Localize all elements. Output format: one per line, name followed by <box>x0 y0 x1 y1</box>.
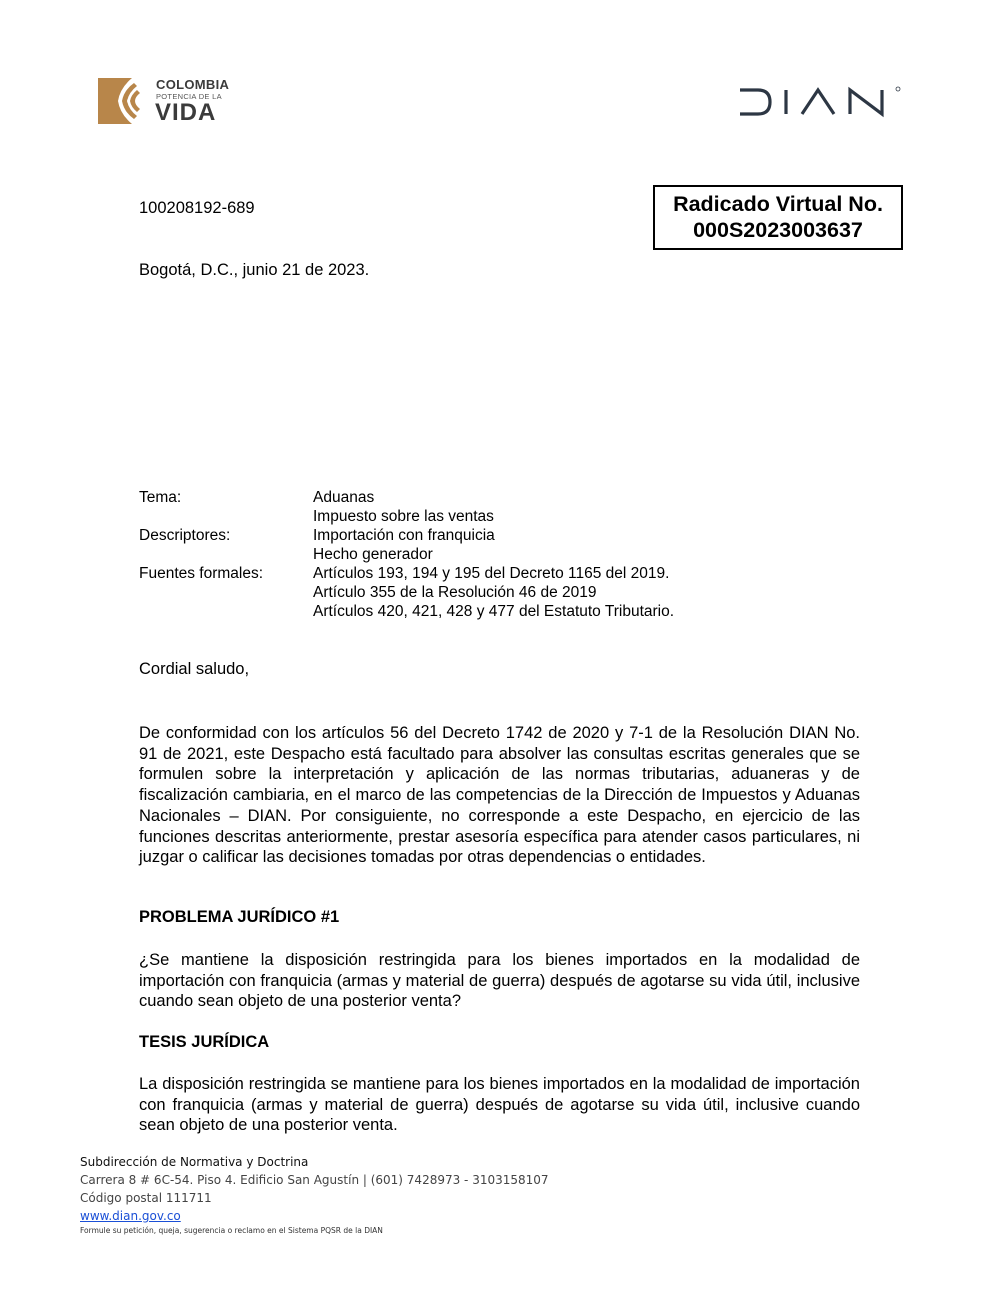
metadata-value: Impuesto sobre las ventas <box>313 508 494 525</box>
metadata-row <box>139 526 674 545</box>
metadata-label: Descriptores: <box>139 527 231 544</box>
footer-website-link[interactable]: www.dian.gov.co <box>80 1209 181 1223</box>
greeting: Cordial saludo, <box>139 660 250 678</box>
metadata-row <box>139 507 674 526</box>
metadata-label <box>139 507 313 526</box>
metadata-label: Fuentes formales: <box>139 565 264 582</box>
metadata-value: Artículos 193, 194 y 195 del Decreto 1165 del 2019. <box>313 565 670 582</box>
colombia-potencia-logo <box>98 76 233 126</box>
metadata-row <box>139 545 674 564</box>
metadata-row <box>139 602 674 621</box>
logo-line-1: COLOMBIA <box>156 77 230 92</box>
metadata-label <box>139 583 313 602</box>
radicado-label: Radicado Virtual No. <box>673 192 883 216</box>
dian-wordmark-icon <box>738 86 903 118</box>
metadata-value: Importación con franquicia <box>313 527 495 544</box>
paragraph-question: ¿Se mantiene la disposición restringida para los bienes importados en la modalidad de importación con franquicia (armas y material de guerra) después de agotarse su vida útil, inclusive cuando sean objeto de una posterior venta? <box>139 951 860 1011</box>
dian-logo <box>738 86 903 118</box>
footer-pqsr-note: Formule su petición, queja, sugerencia o reclamo en el Sistema PQSR de la DIAN <box>80 1226 383 1235</box>
metadata-value: Artículo 355 de la Resolución 46 de 2019 <box>313 584 597 601</box>
footer-postal-code: Código postal 111711 <box>80 1191 212 1205</box>
metadata-row <box>139 488 674 507</box>
colombia-emblem-icon <box>98 78 144 124</box>
radicado-number: 000S2023003637 <box>693 218 863 242</box>
metadata-label <box>139 602 313 621</box>
date-line: Bogotá, D.C., junio 21 de 2023. <box>139 261 370 279</box>
heading-tesis-juridica: TESIS JURÍDICA <box>139 1033 270 1051</box>
metadata-row <box>139 564 674 583</box>
metadata-value: Aduanas <box>313 489 375 506</box>
logo-line-2: POTENCIA DE LA <box>156 92 222 101</box>
paragraph-thesis: La disposición restringida se mantiene para los bienes importados en la modalidad de importación con franquicia (armas y material de guerra) después de agotarse su vida útil, inclusive cuando sean objeto de una posterior venta. <box>139 1075 860 1135</box>
metadata-label: Tema: <box>139 489 182 506</box>
logo-line-3: VIDA <box>155 99 217 126</box>
metadata-label <box>139 545 313 564</box>
metadata-table <box>139 488 674 621</box>
metadata-value: Hecho generador <box>313 546 433 563</box>
reference-number: 100208192-689 <box>139 199 255 217</box>
heading-problema-juridico: PROBLEMA JURÍDICO #1 <box>139 908 340 926</box>
metadata-value: Artículos 420, 421, 428 y 477 del Estatuto Tributario. <box>313 603 675 620</box>
footer-address: Carrera 8 # 6C-54. Piso 4. Edificio San Agustín | (601) 7428973 - 3103158107 <box>80 1173 549 1187</box>
metadata-row <box>139 583 674 602</box>
radicado-box <box>653 185 903 250</box>
footer-office: Subdirección de Normativa y Doctrina <box>80 1155 309 1169</box>
paragraph-competence: De conformidad con los artículos 56 del Decreto 1742 de 2020 y 7-1 de la Resolución DIAN No. 91 de 2021, este Despacho está facultado para absolver las consultas escritas generales que se formulen sobre la interpretación y aplicación de las normas tributarias, aduaneras y de fiscalización cambiaria, en el marco de las competencias de la Dirección de Impuestos y Aduanas Nacionales – DIAN. Por consiguiente, no corresponde a este Despacho, en ejercicio de las funciones descritas anteriormente, prestar asesoría específica para atender casos particulares, ni juzgar o calificar las decisiones tomadas por otras dependencias o entidades. <box>139 724 860 867</box>
footer <box>80 1153 549 1237</box>
